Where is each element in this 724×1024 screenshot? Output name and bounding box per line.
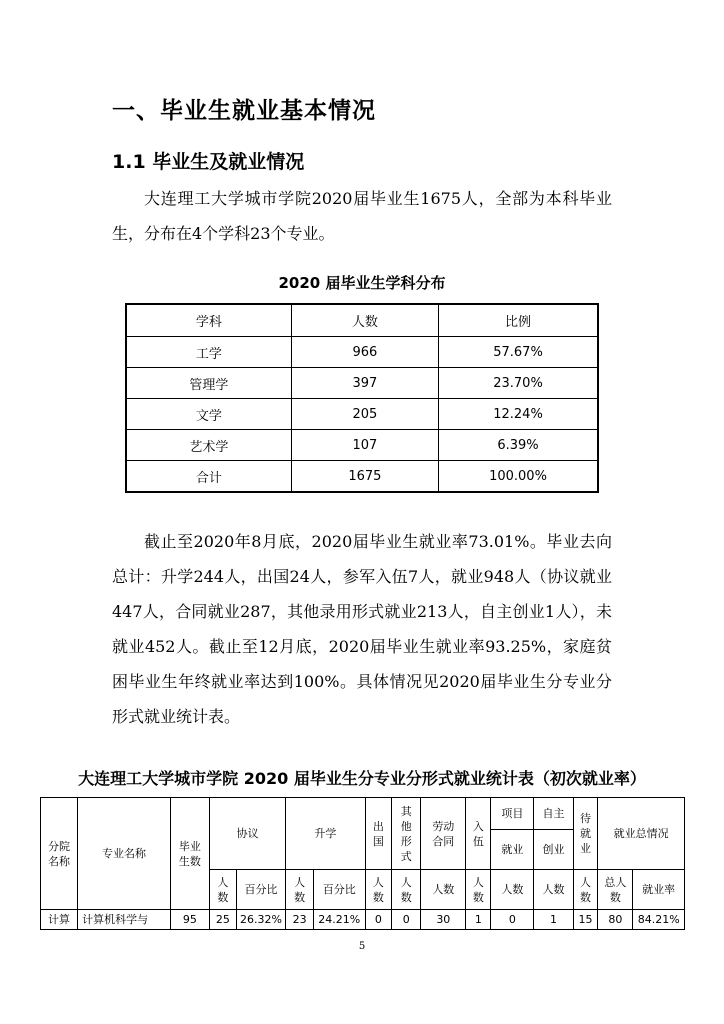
table-cell: 1675 [291, 461, 438, 493]
header-abroad: 出国 [365, 798, 392, 870]
table-row [126, 399, 598, 430]
header-college: 分院名称 [41, 798, 78, 910]
table-cell: 397 [291, 368, 438, 399]
header-cell: 学科 [126, 304, 291, 337]
cell-agreement-percent: 26.32% [236, 910, 285, 930]
cell-study-percent: 24.21% [314, 910, 366, 930]
table-cell: 100.00% [439, 461, 598, 493]
intro-paragraph: 大连理工大学城市学院2020届毕业生1675人，全部为本科毕业生，分布在4个学科23个专业。 [112, 189, 612, 243]
cell-agreement-count: 25 [209, 910, 236, 930]
cell-military: 1 [466, 910, 491, 930]
table-cell: 工学 [126, 337, 291, 368]
subsection-heading: 1.1 毕业生及就业情况 [112, 151, 305, 173]
cell-college: 计算 [41, 910, 78, 930]
header-agreement: 协议 [209, 798, 285, 870]
subheader-percent: 百分比 [236, 870, 285, 910]
cell-other: 0 [392, 910, 421, 930]
table-cell: 966 [291, 337, 438, 368]
header-major: 专业名称 [78, 798, 171, 910]
statistics-table-caption: 大连理工大学城市学院 2020 届毕业生分专业分形式就业统计表（初次就业率） [78, 769, 646, 788]
cell-graduates: 95 [170, 910, 209, 930]
table-header-row [126, 304, 598, 337]
page-number: 5 [358, 941, 366, 952]
table-row [126, 337, 598, 368]
subheader-count: 人数 [365, 870, 392, 910]
subheader-count: 人数 [209, 870, 236, 910]
table-row [41, 910, 685, 930]
subheader-count: 人数 [421, 870, 466, 910]
header-self-sub: 创业 [534, 830, 573, 870]
header-project: 项目 [491, 798, 534, 830]
cell-project: 0 [491, 910, 534, 930]
header-cell: 人数 [291, 304, 438, 337]
employment-summary-paragraph: 截止至2020年8月底，2020届毕业生就业率73.01%。毕业去向总计：升学244人，出国24人，参军入伍7人，就业948人（协议就业447人，合同就业287，其他录用形式就业213人，自主创业1人），未就业452人。截止至12月底，2020届毕业生就业率93.25%，家庭贫困毕业生年终就业率达到100%。具体情况见2020届毕业生分专业分形式就业统计表。 [112, 532, 612, 726]
subheader-count: 人数 [392, 870, 421, 910]
table-cell: 107 [291, 430, 438, 461]
table-cell: 6.39% [439, 430, 598, 461]
subheader-rate: 就业率 [633, 870, 685, 910]
subheader-count: 人数 [466, 870, 491, 910]
subheader-count: 人数 [573, 870, 598, 910]
cell-labor: 30 [421, 910, 466, 930]
subheader-count: 人数 [286, 870, 314, 910]
subheader-percent: 百分比 [314, 870, 366, 910]
table-cell: 57.67% [439, 337, 598, 368]
section-heading: 一、毕业生就业基本情况 [112, 98, 376, 124]
header-military: 入伍 [466, 798, 491, 870]
subheader-total: 总人数 [598, 870, 633, 910]
header-cell: 比例 [439, 304, 598, 337]
header-pending: 待就业 [573, 798, 598, 870]
header-graduates: 毕业生数 [170, 798, 209, 910]
table-cell: 205 [291, 399, 438, 430]
discipline-table-caption: 2020 届毕业生学科分布 [278, 274, 446, 292]
cell-self: 1 [534, 910, 573, 930]
cell-pending: 15 [573, 910, 598, 930]
header-labor-contract: 劳动合同 [421, 798, 466, 870]
header-further-study: 升学 [286, 798, 365, 870]
cell-major: 计算机科学与 [78, 910, 171, 930]
table-header-row [41, 798, 685, 830]
cell-study-count: 23 [286, 910, 314, 930]
table-cell: 管理学 [126, 368, 291, 399]
subheader-count: 人数 [534, 870, 573, 910]
header-overall: 就业总情况 [598, 798, 685, 870]
table-cell: 合计 [126, 461, 291, 493]
header-other-forms: 其他形式 [392, 798, 421, 870]
table-cell: 艺术学 [126, 430, 291, 461]
header-self-employed: 自主 [534, 798, 573, 830]
table-total-row [126, 461, 598, 493]
cell-total: 80 [598, 910, 633, 930]
table-cell: 12.24% [439, 399, 598, 430]
table-cell: 文学 [126, 399, 291, 430]
employment-statistics-table [40, 797, 685, 930]
table-cell: 23.70% [439, 368, 598, 399]
table-row [126, 368, 598, 399]
cell-rate: 84.21% [633, 910, 685, 930]
subheader-count: 人数 [491, 870, 534, 910]
header-project-sub: 就业 [491, 830, 534, 870]
discipline-distribution-table [125, 303, 599, 493]
cell-abroad: 0 [365, 910, 392, 930]
table-row [126, 430, 598, 461]
